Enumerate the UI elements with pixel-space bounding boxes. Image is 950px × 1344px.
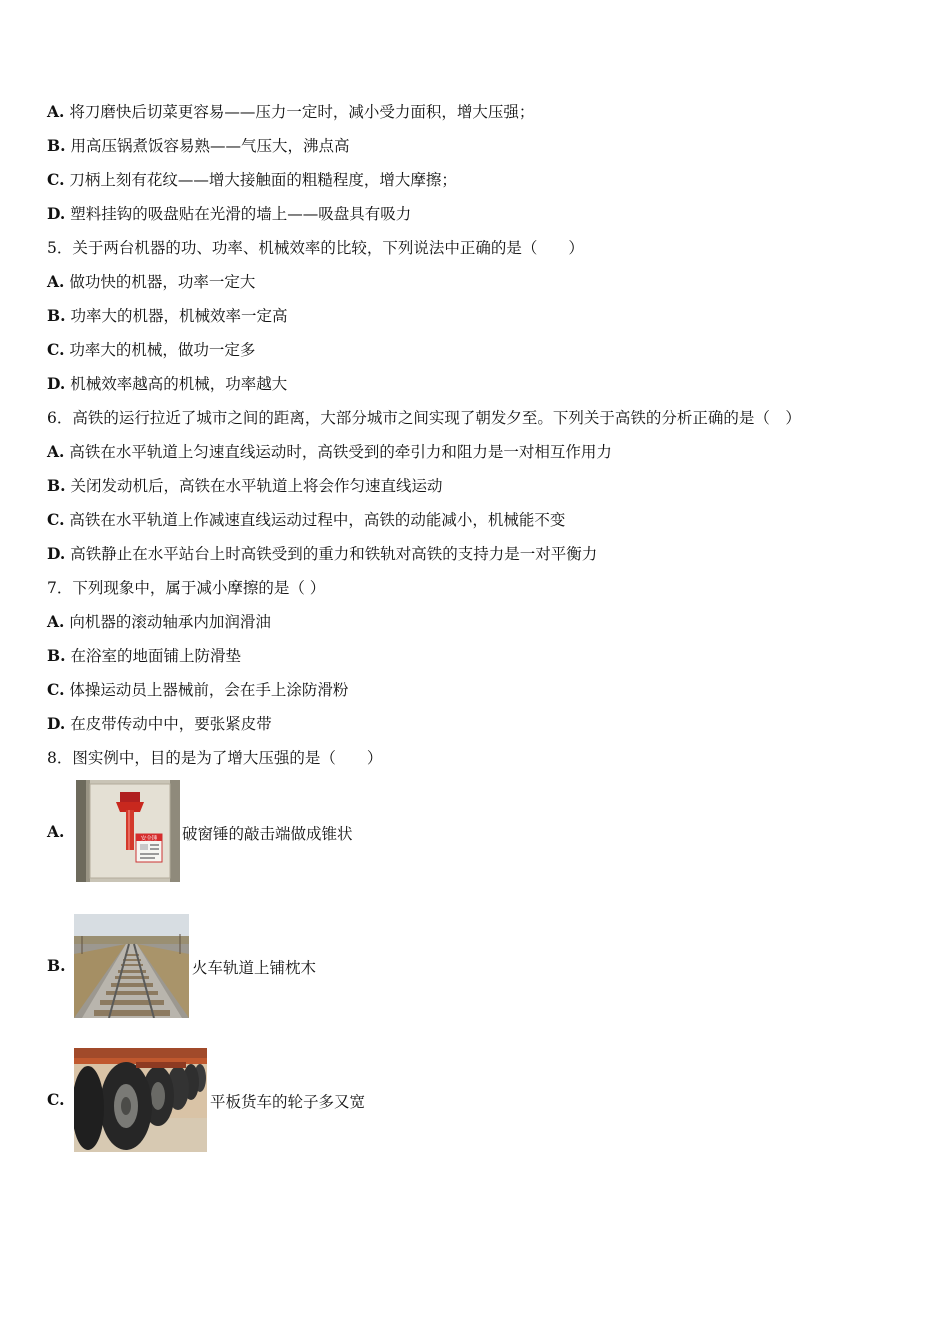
q4-option-b: B. 用高压锅煮饭容易熟——气压大，沸点高: [47, 136, 350, 155]
q7-stem: 7．下列现象中，属于减小摩擦的是（ ）: [47, 579, 326, 597]
q6-option-c: C. 高铁在水平轨道上作减速直线运动过程中，高铁的动能减小，机械能不变: [47, 510, 566, 529]
q8-option-a: [47, 780, 447, 884]
railway-track-photo: [74, 914, 189, 1018]
q5-option-c: C. 功率大的机械，做功一定多: [47, 340, 256, 359]
hammer-sign-text: 安全锤: [140, 836, 158, 842]
q6-stem: 6．高铁的运行拉近了城市之间的距离，大部分城市之间实现了朝发夕至。下列关于高铁的分析正确的是（ ）: [47, 409, 801, 427]
q8-option-c-caption: 平板货车的轮子多又宽: [210, 1093, 366, 1111]
q8-option-c: [47, 1048, 447, 1152]
q6-option-b: B. 关闭发动机后，高铁在水平轨道上将会作匀速直线运动: [47, 476, 443, 495]
q5-option-a: A. 做功快的机器，功率一定大: [47, 272, 256, 291]
q4-option-a: A. 将刀磨快后切菜更容易——压力一定时，减小受力面积，增大压强；: [47, 102, 535, 121]
q7-option-b: B. 在浴室的地面铺上防滑垫: [47, 646, 241, 665]
q8-option-b-caption: 火车轨道上铺枕木: [192, 959, 317, 977]
q8-option-a-letter: A.: [47, 822, 65, 841]
q6-option-a: A. 高铁在水平轨道上匀速直线运动时，高铁受到的牵引力和阻力是一对相互作用力: [47, 442, 612, 461]
q5-stem: 5．关于两台机器的功、功率、机械效率的比较，下列说法中正确的是（ ）: [47, 239, 584, 257]
q8-stem: 8．图实例中，目的是为了增大压强的是（ ）: [47, 749, 383, 767]
q5-option-d: D. 机械效率越高的机械，功率越大: [47, 374, 288, 393]
q8-option-c-letter: C.: [47, 1090, 65, 1109]
q8-option-b-letter: B.: [47, 956, 66, 975]
q6-option-d: D. 高铁静止在水平站台上时高铁受到的重力和铁轨对高铁的支持力是一对平衡力: [47, 544, 598, 563]
q7-option-c: C. 体操运动员上器械前，会在手上涂防滑粉: [47, 680, 349, 699]
q8-option-a-caption: 破窗锤的敲击端做成锥状: [182, 825, 353, 843]
q7-option-d: D. 在皮带传动中中，要张紧皮带: [47, 714, 272, 733]
emergency-hammer-photo: [76, 780, 180, 882]
q4-option-d: D. 塑料挂钩的吸盘贴在光滑的墙上——吸盘具有吸力: [47, 204, 412, 223]
q7-option-a: A. 向机器的滚动轴承内加润滑油: [47, 612, 271, 631]
q8-option-b: [47, 914, 447, 1018]
q4-option-c: C. 刀柄上刻有花纹——增大接触面的粗糙程度，增大摩擦；: [47, 170, 457, 189]
truck-wheels-photo: [74, 1048, 207, 1152]
q5-option-b: B. 功率大的机器，机械效率一定高: [47, 306, 288, 325]
